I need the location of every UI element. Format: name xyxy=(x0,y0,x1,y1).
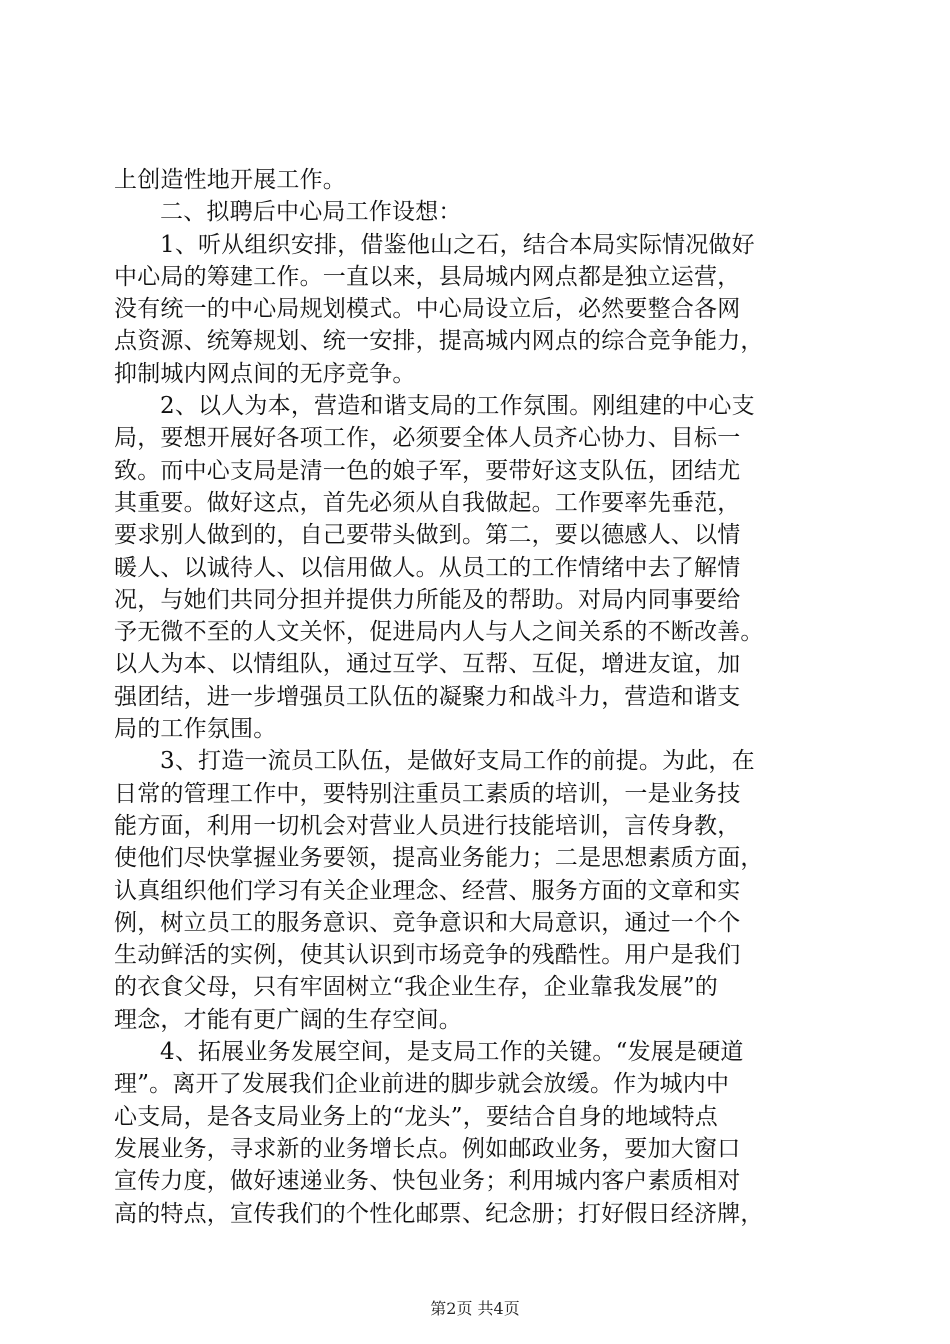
text-line: 发展业务，寻求新的业务增长点。例如邮政业务，要加大窗口 xyxy=(114,1135,741,1162)
text-line: 生动鲜活的实例，使其认识到市场竞争的残酷性。用户是我们 xyxy=(114,942,741,969)
text-line: 高的特点，宣传我们的个性化邮票、纪念册；打好假日经济牌， xyxy=(114,1200,764,1227)
text-line: 点资源、统筹规划、统一安排，提高城内网点的综合竞争能力， xyxy=(114,328,764,355)
text-line: 宣传力度，做好速递业务、快包业务；利用城内客户素质相对 xyxy=(114,1168,741,1195)
text-line: 局，要想开展好各项工作，必须要全体人员齐心协力、目标一 xyxy=(114,425,741,452)
text-line: 1、听从组织安排，借鉴他山之石，结合本局实际情况做好 xyxy=(160,231,755,258)
text-line: 没有统一的中心局规划模式。中心局设立后，必然要整合各网 xyxy=(114,296,741,323)
text-line: 认真组织他们学习有关企业理念、经营、服务方面的文章和实 xyxy=(114,877,741,904)
text-line: 心支局，是各支局业务上的“龙头”，要结合自身的地域特点 xyxy=(114,1103,718,1130)
text-line: 致。而中心支局是清一色的娘子军，要带好这支队伍，团结尤 xyxy=(114,457,741,484)
text-line: 理念，才能有更广阔的生存空间。 xyxy=(114,1006,462,1033)
text-line: 理”。离开了发展我们企业前进的脚步就会放缓。作为城内中 xyxy=(114,1071,730,1098)
text-line: 3、打造一流员工队伍，是做好支局工作的前提。为此，在 xyxy=(160,748,755,775)
text-line: 4、拓展业务发展空间，是支局工作的关键。“发展是硬道 xyxy=(160,1039,744,1066)
page-number-footer: 第2页 共4页 xyxy=(430,1299,520,1318)
text-line: 二、拟聘后中心局工作设想： xyxy=(160,199,462,226)
text-line: 日常的管理工作中，要特别注重员工素质的培训，一是业务技 xyxy=(114,780,741,807)
text-line: 的衣食父母，只有牢固树立“我企业生存，企业靠我发展”的 xyxy=(114,974,718,1001)
text-line: 其重要。做好这点，首先必须从自我做起。工作要率先垂范， xyxy=(114,489,741,516)
text-line: 暖人、以诚待人、以信用做人。从员工的工作情绪中去了解情 xyxy=(114,554,741,581)
text-line: 上创造性地开展工作。 xyxy=(114,167,346,193)
text-line: 抑制城内网点间的无序竞争。 xyxy=(114,360,416,387)
text-line: 予无微不至的人文关怀，促进局内人与人之间关系的不断改善。 xyxy=(114,619,764,646)
text-line: 局的工作氛围。 xyxy=(114,716,277,743)
text-line: 要求别人做到的，自己要带头做到。第二，要以德感人、以情 xyxy=(114,522,741,549)
text-line: 能方面，利用一切机会对营业人员进行技能培训，言传身教， xyxy=(114,812,741,839)
text-line: 例，树立员工的服务意识、竞争意识和大局意识，通过一个个 xyxy=(114,909,741,936)
text-line: 强团结，进一步增强员工队伍的凝聚力和战斗力，营造和谐支 xyxy=(114,683,741,710)
text-line: 以人为本、以情组队，通过互学、互帮、互促，增进友谊，加 xyxy=(114,651,741,678)
text-line: 况，与她们共同分担并提供力所能及的帮助。对局内同事要给 xyxy=(114,586,741,613)
text-line: 2、以人为本，营造和谐支局的工作氛围。刚组建的中心支 xyxy=(160,393,755,420)
document-body xyxy=(114,164,836,1230)
text-line: 中心局的筹建工作。一直以来，县局城内网点都是独立运营， xyxy=(114,263,741,290)
text-line: 使他们尽快掌握业务要领，提高业务能力；二是思想素质方面， xyxy=(114,845,764,872)
